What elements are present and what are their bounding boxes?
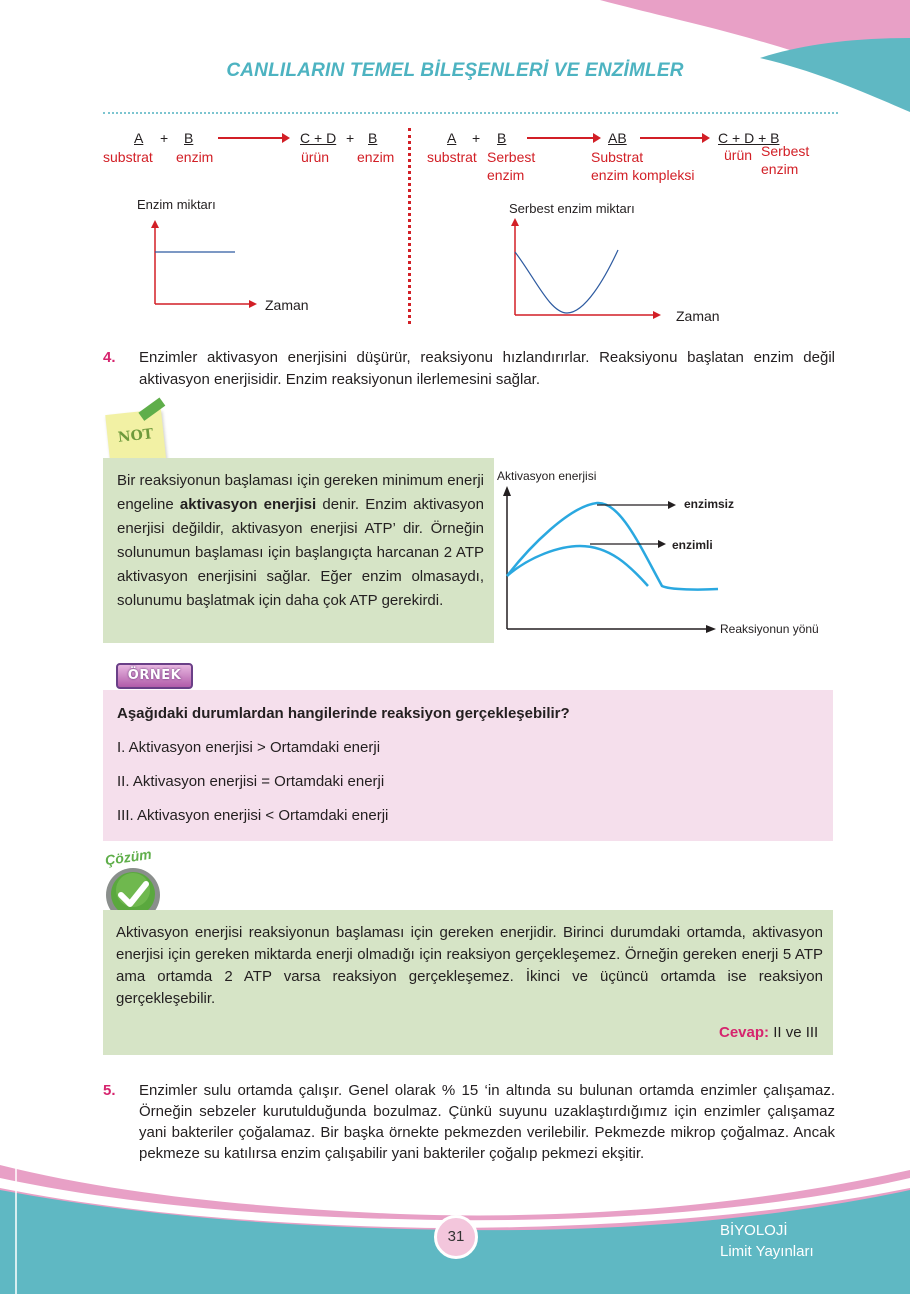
label-enzim-kompleksi: enzim kompleksi [591,167,695,183]
solution-badge-label: Çözüm [104,845,153,869]
item-4-number: 4. [103,349,116,366]
footer-subject: BİYOLOJİ [720,1222,788,1239]
label-enzim-right-2: enzim [761,161,799,177]
example-option-3: III. Aktivasyon enerjisi < Ortamdaki enerji [117,807,389,824]
label-substrat-2: Substrat [591,149,644,165]
label-substrat: substrat [103,149,153,165]
eq-right-a: A [447,130,457,146]
label-enzim-2: enzim [357,149,395,165]
note-text: Bir reaksiyonun başlaması için gereken minimum enerji engeline aktivasyon enerjisi denir. Enzim aktivasyon enerjisi değildir, aktivasyon enerjisi ATP’ dir. Örneğin solunumun başlaması için başlangıçta harcanan 2 ATP aktivasyon enerjisini sağlar. Eğer enzim olmasaydı, solunumu başlatmak için daha çok ATP gerekirdi. [117,472,484,609]
item-5-text: Enzimler sulu ortamda çalışır. Genel olarak % 15 ‘in altında su bulunan ortamda enzimler çalışamaz. Örneğin sebzeler kurutulduğunda bozulmaz. Çünkü suyunu uzaklaştırdığımız için enzimler çalışamaz yani bakteriler çoğalamaz. Bir başka örnekte pekmezden verilebilir. Pekmezde mikrop çoğalmaz. Ancak pekmeze su katılırsa enzim çalışabilir yani bakteriler çoğalıp pekmezi ekşitir. [139,1082,835,1162]
label-serbest: Serbest [487,149,536,165]
note-box [103,458,494,643]
eq-left-b2: B [368,130,378,146]
energy-chart-ylabel: Aktivasyon enerjisi [497,469,597,483]
eq-left-plus: + [160,130,169,146]
example-question: Aşağıdaki durumlardan hangilerinde reaksiyon gerçekleşebilir? [117,705,570,722]
left-graph-ylabel: Enzim miktarı [137,197,216,212]
solution-answer: Cevap: II ve III [719,1024,819,1041]
note-tape [138,397,165,420]
right-graph-ylabel: Serbest enzim miktarı [509,201,635,216]
page-number: 31 [434,1215,478,1259]
example-badge: ÖRNEK [116,663,193,689]
note-badge: NOT [117,426,155,446]
eq-right-arrow-2 [640,131,710,145]
eq-right-b: B [497,130,507,146]
label-urun: ürün [301,149,330,165]
eq-left-arrow [218,131,290,145]
label-serbest-2: Serbest [761,143,810,159]
eq-left-plus2: + [346,130,355,146]
label-substrat-right: substrat [427,149,477,165]
example-option-1: I. Aktivasyon enerjisi > Ortamdaki enerji [117,739,381,756]
series-label-enzimsiz: enzimsiz [684,497,735,511]
footer-publisher: Limit Yayınları [720,1243,814,1260]
solution-text: Aktivasyon enerjisi reaksiyonun başlaması için gereken enerjidir. Birinci durumdaki ortamda, aktivasyon enerjisi için gereken miktarda enerji olmadığı için reaksiyon gerçekleşemez. Örneğin gereken enerji 5 ATP ama ortamda 2 ATP varsa reaksiyon gerçekleşemez. İkinci ve üçüncü ortamda ise reaksiyon gerçekleşebilir. [116,924,823,1007]
label-urun-right: ürün [724,147,753,163]
eq-right-cdb: C + D + B [718,130,780,146]
eq-left-cd: C + D [300,130,337,146]
diagram-separator [408,128,411,324]
eq-right-plus: + [472,130,481,146]
energy-chart-xlabel: Reaksiyonun yönü [720,622,819,636]
label-enzim: enzim [176,149,214,165]
item-5-number: 5. [103,1082,116,1099]
right-graph [505,218,665,320]
eq-right-arrow-1 [527,131,601,145]
eq-left-b: B [184,130,194,146]
eq-right-ab: AB [608,130,627,146]
label-enzim-right: enzim [487,167,525,183]
left-graph-xlabel: Zaman [265,297,309,313]
left-graph [145,220,265,312]
page-title: CANLILARIN TEMEL BİLEŞENLERİ VE ENZİMLER [226,60,684,81]
eq-left-a: A [134,130,144,146]
example-option-2: II. Aktivasyon enerjisi = Ortamdaki enerji [117,773,385,790]
series-label-enzimli: enzimli [672,538,713,552]
right-graph-xlabel: Zaman [676,308,720,324]
item-4-text: Enzimler aktivasyon enerjisini düşürür, reaksiyonu hızlandırırlar. Reaksiyonu başlatan enzim değil aktivasyon enerjisidir. Enzim reaksiyonun ilerlemesini sağlar. [139,349,835,388]
header-divider [103,112,838,114]
